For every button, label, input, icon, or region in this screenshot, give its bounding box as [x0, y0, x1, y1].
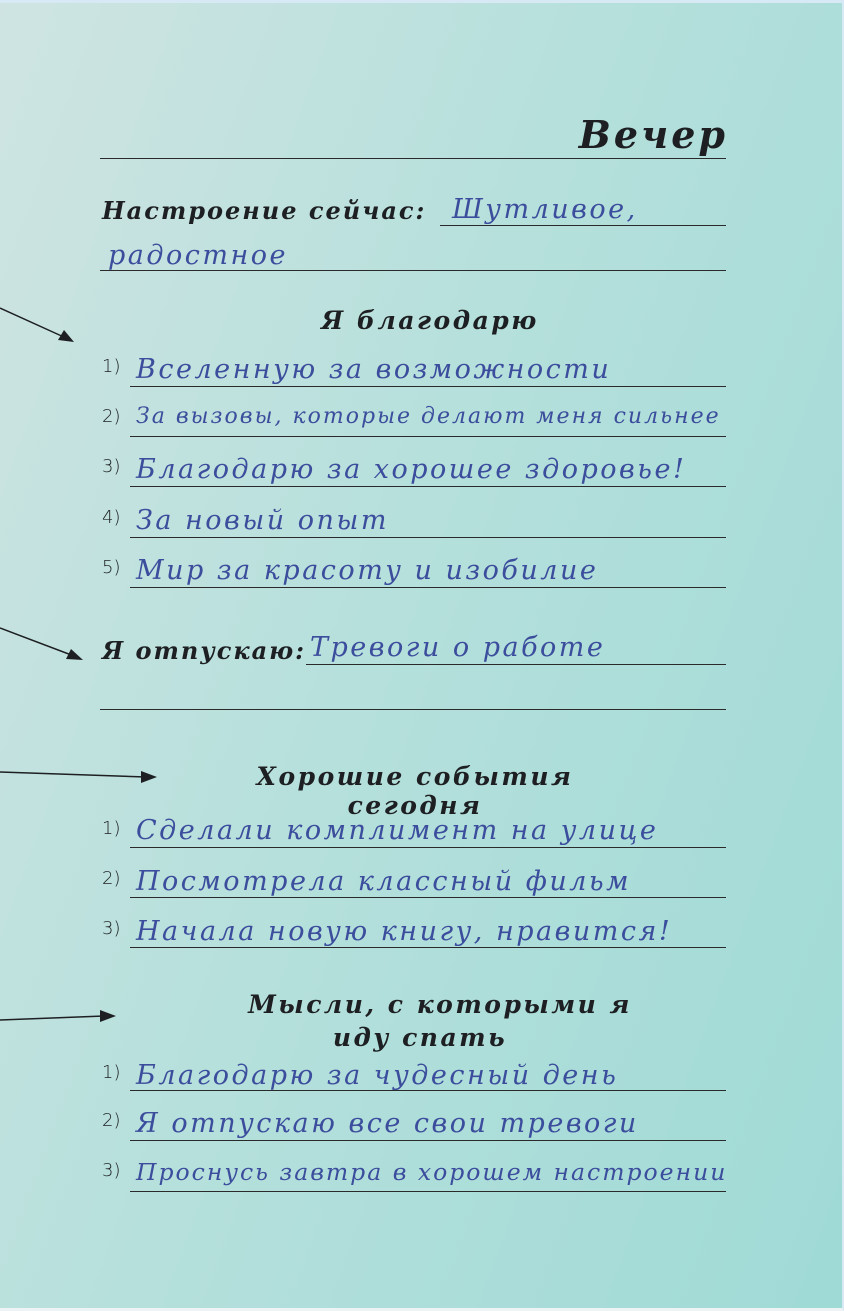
- thoughts-heading-line-1: Мысли, с которыми я: [248, 990, 632, 1019]
- writing-line: [130, 486, 726, 487]
- gratitude-item: Мир за красоту и изобилие: [136, 555, 599, 586]
- event-item: Посмотрела классный фильм: [136, 866, 632, 897]
- list-number: 1): [102, 356, 121, 377]
- writing-line: [130, 1090, 726, 1091]
- page-title: Вечер: [578, 112, 728, 157]
- gratitude-item: Благодарю за хорошее здоровье!: [136, 454, 687, 485]
- writing-line: [130, 436, 726, 437]
- list-number: 2): [102, 406, 121, 427]
- writing-line: [130, 386, 726, 387]
- arrow-icon: [0, 620, 90, 670]
- release-label: Я отпускаю:: [102, 636, 307, 665]
- mood-label: Настроение сейчас:: [102, 196, 427, 225]
- arrow-icon: [0, 762, 160, 792]
- gratitude-item: За вызовы, которые делают меня сильнее: [136, 404, 721, 429]
- arrow-icon: [0, 300, 80, 350]
- list-number: 3): [102, 1160, 121, 1181]
- thoughts-heading-line-2: иду спать: [332, 1023, 508, 1052]
- writing-line: [130, 587, 726, 588]
- writing-line: [130, 537, 726, 538]
- thought-item: Я отпускаю все свои тревоги: [136, 1108, 639, 1139]
- thought-item: Благодарю за чудесный день: [136, 1060, 619, 1091]
- writing-line: [130, 847, 726, 848]
- release-value: Тревоги о работе: [310, 632, 606, 663]
- writing-line: [130, 1140, 726, 1141]
- gratitude-item: Вселенную за возможности: [136, 354, 612, 385]
- list-number: 5): [102, 557, 121, 578]
- list-number: 4): [102, 507, 121, 528]
- writing-line: [130, 1191, 726, 1192]
- arrow-icon: [0, 1002, 120, 1032]
- list-number: 1): [102, 1062, 121, 1083]
- mood-value-2: радостное: [108, 240, 288, 271]
- writing-line: [130, 897, 726, 898]
- title-divider: [100, 158, 726, 159]
- mood-line-1: [440, 225, 726, 226]
- release-line-1: [306, 664, 726, 665]
- event-item: Начала новую книгу, нравится!: [136, 916, 673, 947]
- list-number: 3): [102, 456, 121, 477]
- list-number: 1): [102, 818, 121, 839]
- writing-line: [130, 947, 726, 948]
- list-number: 3): [102, 918, 121, 939]
- thought-item: Проснусь завтра в хорошем настроении: [136, 1158, 728, 1186]
- list-number: 2): [102, 1110, 121, 1131]
- gratitude-heading: Я благодарю: [321, 306, 539, 335]
- list-number: 2): [102, 868, 121, 889]
- mood-value-1: Шутливое,: [452, 194, 638, 225]
- gratitude-item: За новый опыт: [136, 505, 389, 536]
- event-item: Сделали комплимент на улице: [136, 815, 659, 846]
- events-heading: Хорошие события сегодня: [256, 762, 574, 820]
- release-line-2: [100, 709, 726, 710]
